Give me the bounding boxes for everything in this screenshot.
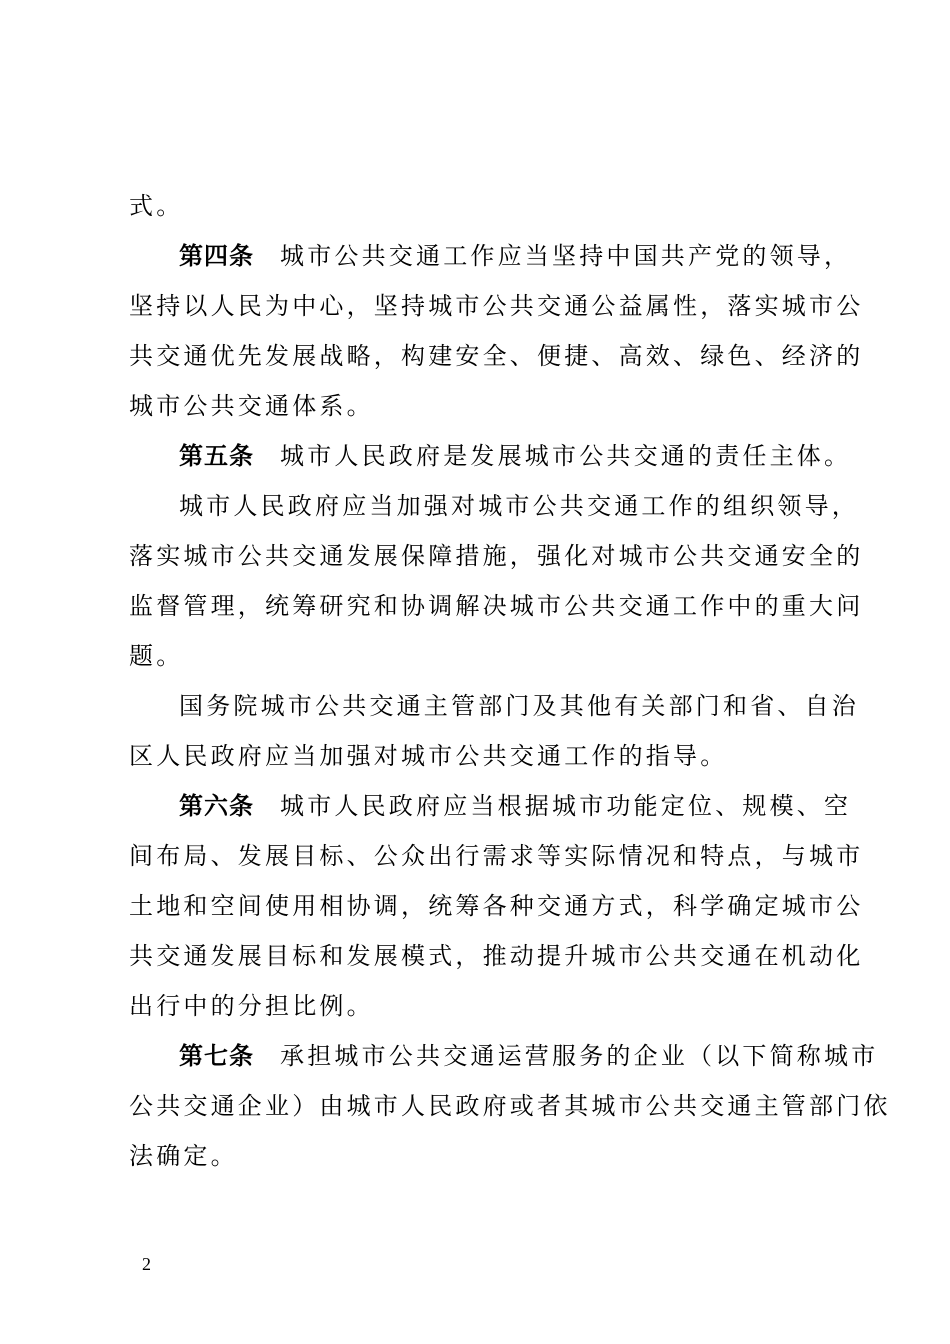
text-line (179, 486, 859, 526)
article-5-line (179, 436, 852, 476)
line-text: 出行中的分担比例。 (129, 992, 374, 1020)
text-line (129, 1136, 829, 1176)
text-line (129, 986, 829, 1026)
page-number: 2 (142, 1254, 151, 1274)
article-7-line (179, 1036, 879, 1076)
text-line (129, 336, 864, 376)
line-text: 监督管理，统筹研究和协调解决城市公共交通工作中的重大问 (129, 592, 864, 620)
article-number: 第七条 (179, 1042, 254, 1070)
text-line (129, 636, 829, 676)
text-line (129, 386, 829, 426)
line-text: 公共交通企业）由城市人民政府或者其城市公共交通主管部门依 (129, 1092, 891, 1120)
line-text: 共交通发展目标和发展模式，推动提升城市公共交通在机动化 (129, 942, 864, 970)
line-text: 城市人民政府应当加强对城市公共交通工作的组织领导， (179, 492, 859, 520)
line-text: 城市人民政府应当根据城市功能定位、规模、空 (280, 792, 852, 820)
article-number: 第六条 (179, 792, 254, 820)
line-text: 城市公共交通体系。 (129, 392, 374, 420)
line-text: 国务院城市公共交通主管部门及其他有关部门和省、自治 (179, 692, 859, 720)
text-line (179, 686, 859, 726)
text-line (129, 886, 864, 926)
text-line (129, 186, 829, 226)
line-text: 间布局、发展目标、公众出行需求等实际情况和特点，与城市 (129, 842, 864, 870)
text-line (129, 836, 864, 876)
line-text: 共交通优先发展战略，构建安全、便捷、高效、绿色、经济的 (129, 342, 864, 370)
article-number: 第五条 (179, 442, 254, 470)
text-line (129, 286, 864, 326)
line-text: 坚持以人民为中心，坚持城市公共交通公益属性，落实城市公 (129, 292, 864, 320)
line-text: 城市公共交通工作应当坚持中国共产党的领导， (280, 242, 852, 270)
line-text: 法确定。 (129, 1142, 238, 1170)
line-text: 承担城市公共交通运营服务的企业（以下简称城市 (280, 1042, 879, 1070)
line-text: 城市人民政府是发展城市公共交通的责任主体。 (280, 442, 852, 470)
text-line (129, 536, 864, 576)
line-text: 式。 (129, 192, 184, 220)
line-text: 土地和空间使用相协调，统筹各种交通方式，科学确定城市公 (129, 892, 864, 920)
line-text: 区人民政府应当加强对城市公共交通工作的指导。 (129, 742, 728, 770)
article-number: 第四条 (179, 242, 254, 270)
line-text: 题。 (129, 642, 184, 670)
text-line (129, 736, 829, 776)
article-4-line (179, 236, 852, 276)
article-6-line (179, 786, 852, 826)
line-text: 落实城市公共交通发展保障措施，强化对城市公共交通安全的 (129, 542, 864, 570)
text-line (129, 936, 864, 976)
text-line (129, 586, 864, 626)
text-line (129, 1086, 891, 1126)
